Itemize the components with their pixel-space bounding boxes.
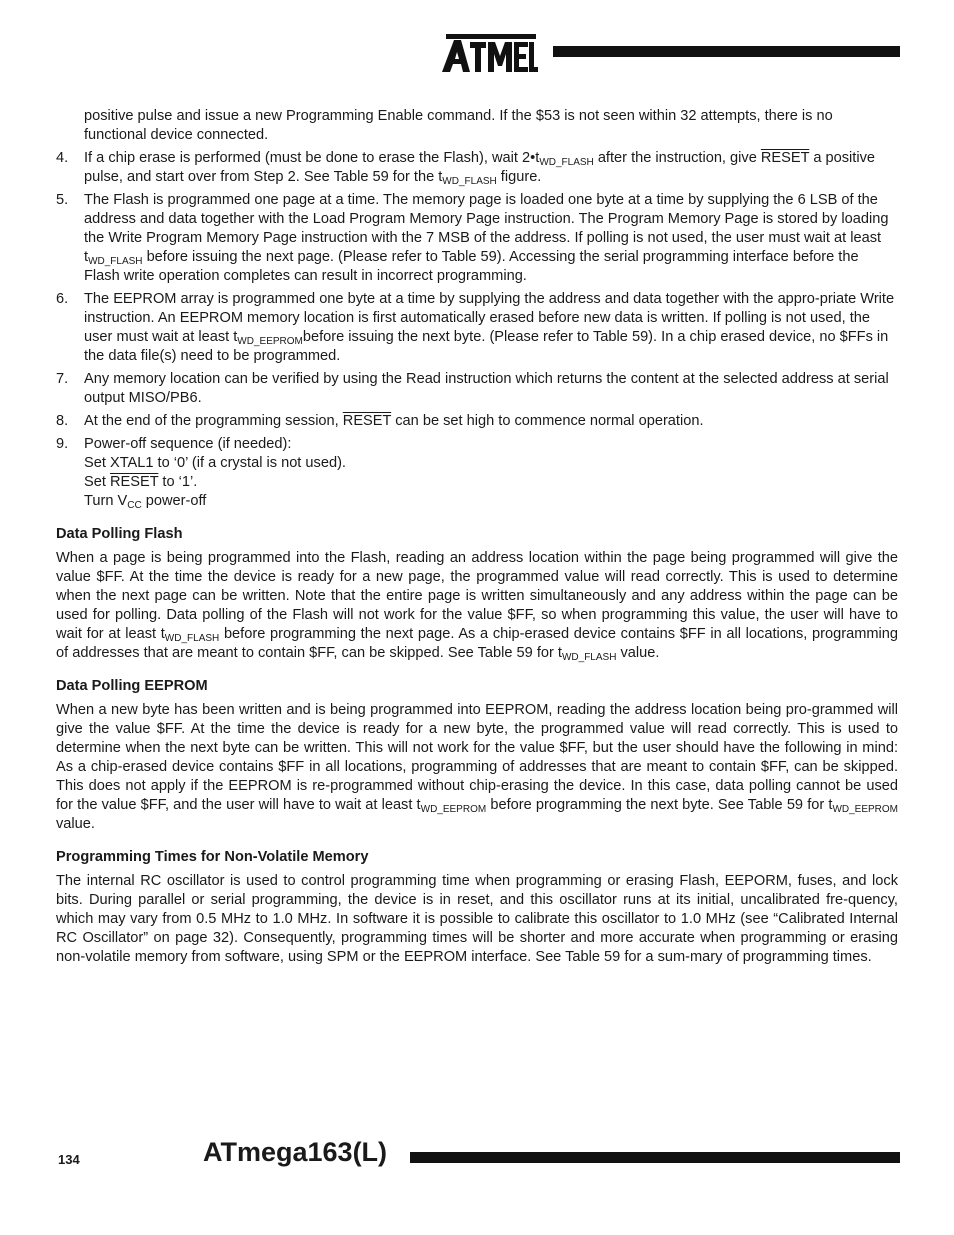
paragraph-text: value. (56, 816, 95, 832)
list-item (56, 435, 898, 511)
continued-paragraph: positive pulse and issue a new Programming Enable command. If the $53 is not seen within 32 attempts, there is no functional device connected. (84, 108, 833, 143)
section-paragraph (56, 549, 898, 663)
subscript: WD_FLASH (561, 652, 617, 663)
step-number: 8. (56, 413, 69, 429)
reset-signal: RESET (109, 474, 159, 490)
step-text: Power-off sequence (if needed): (84, 436, 292, 452)
atmel-logo (440, 28, 540, 78)
step-text: after the instruction, give (593, 150, 761, 166)
reset-signal: RESET (342, 413, 392, 429)
step-text: At the end of the programming session, (84, 413, 343, 429)
step-text: The EEPROM array is programmed one byte at a time by supplying the address and data together with the appro-priate Write instruction. An EEPROM memory location is first automatically erased before new data is written. If polling is not used, the user must wait at least t (84, 291, 895, 345)
step-text: Turn V (84, 493, 128, 509)
subscript: WD_EEPROM (832, 804, 898, 815)
section-paragraph (56, 701, 898, 834)
subscript: WD_FLASH (88, 256, 143, 267)
section-paragraph: The internal RC oscillator is used to control programming time when programming or erasing Flash, EEPORM, fuses, and lock bits. During parallel or serial programming, the device is in reset, and this oscillator runs at its initial, uncalibrated fre-quency, which may vary from 0.5 MHz to 1.0 MHz. In software it is possible to calibrate this oscillator to 1.0 MHz (see “Calibrated Internal RC Oscillator” on page 32). Consequently, programming times will be shorter and more accurate when programming or erasing non-volatile memory from software, using SPM or the EEPROM interface. See Table 59 for a sum-mary of programming times. (56, 873, 898, 965)
step-text: before issuing the next byte. (Please refer to Table 59). In a chip erased device, no $FFs in the data file(s) need to be programmed. (84, 329, 889, 364)
section-heading: Programming Times for Non-Volatile Memory (56, 849, 369, 865)
step-text: figure. (496, 169, 542, 185)
subscript: CC (127, 500, 142, 511)
subscript: WD_FLASH (442, 176, 497, 187)
header-rule (553, 46, 900, 57)
page-number: 134 (58, 1152, 80, 1167)
paragraph-text: before programming the next byte. See Table 59 for t (486, 797, 833, 813)
list-item (56, 290, 898, 366)
step-text: can be set high to commence normal operation. (391, 413, 704, 429)
section-heading: Data Polling Flash (56, 526, 183, 542)
paragraph-text: When a new byte has been written and is being programmed into EEPROM, reading the address location being pro-grammed will give the value $FF. At the time the device is ready for a new byte, the programmed value will read correctly. This is used to determine when the next byte can be written. This will not work for the value $FF, but the user should have the following in mind: As a chip-erased device contains $FF in all locations, programming of addresses that are meant to contain $FF, can be skipped. This does not apply if the EEPROM is re-programmed without chip-erasing the device. In this case, data polling cannot be used for the value $FF, and the user will have to wait at least t (56, 702, 898, 813)
step-text: power-off (141, 493, 207, 509)
step-text: Set (84, 474, 110, 490)
list-item (56, 370, 898, 408)
step-number: 4. (56, 150, 69, 166)
page-content (56, 107, 898, 967)
programming-steps-list (56, 149, 898, 511)
step-number: 9. (56, 436, 69, 452)
subscript: WD_EEPROM (237, 336, 303, 347)
step-text: before issuing the next page. (Please refer to Table 59). Accessing the serial programming interface before the Flash write operation completes can result in incorrect programming. (84, 249, 859, 284)
list-item (56, 191, 898, 286)
paragraph-text: value. (616, 645, 660, 661)
step-text: a positive pulse, and start over from Step 2. See Table 59 for the t (84, 150, 875, 185)
list-item (56, 149, 898, 187)
step-text: The Flash is programmed one page at a time. The memory page is loaded one byte at a time by supplying the 6 LSB of the address and data together with the Load Program Memory Page instruction. The Program Memory Page is stored by loading the Write Program Memory Page instruction with the 7 MSB of the address. If polling is not used, the user must wait at least t (84, 192, 889, 265)
list-item (56, 412, 898, 431)
section-heading: Data Polling EEPROM (56, 678, 208, 694)
step-text: Set XTAL1 to ‘0’ (if a crystal is not used). (84, 455, 346, 471)
reset-signal: RESET (760, 150, 810, 166)
step-text: Any memory location can be verified by using the Read instruction which returns the content at the selected address at serial output MISO/PB6. (84, 371, 889, 406)
paragraph-text: When a page is being programmed into the Flash, reading an address location within the page being programmed will give the value $FF. At the time the device is ready for a new page, the programmed value will read correctly. This is used to determine when the next page can be written. Note that the entire page is written simultaneously and any address within the page can be used for polling. Data polling of the Flash will not work for the value $FF, so when programming this value, the user will have to wait for at least t (56, 550, 898, 642)
step-text: to ‘1’. (158, 474, 198, 490)
footer-rule (410, 1152, 900, 1163)
step-text: If a chip erase is performed (must be done to erase the Flash), wait 2•t (84, 150, 540, 166)
document-title: ATmega163(L) (203, 1137, 388, 1167)
step-number: 6. (56, 291, 69, 307)
subscript: WD_EEPROM (420, 804, 487, 815)
paragraph-text: before programming the next page. As a chip-erased device contains $FF in all locations, programming of addresses that are meant to contain $FF, can be skipped. See Table 59 for t (56, 626, 898, 661)
step-number: 7. (56, 371, 69, 387)
subscript: WD_FLASH (539, 157, 594, 168)
subscript: WD_FLASH (164, 633, 220, 644)
step-number: 5. (56, 192, 69, 208)
